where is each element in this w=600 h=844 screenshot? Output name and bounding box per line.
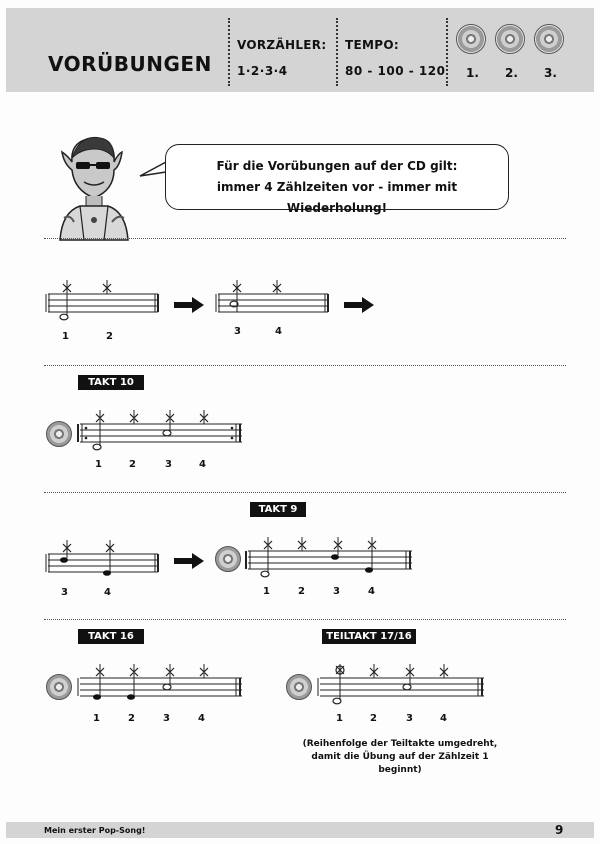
caption-line-1: (Reihenfolge der Teiltakte umgedreht, — [302, 739, 498, 749]
speech-bubble-tail — [138, 160, 168, 184]
cd-icon — [46, 674, 72, 700]
tempo-value: 80 - 100 - 120 — [345, 64, 446, 78]
staff-intro-b — [210, 270, 340, 320]
count-label: 3 — [61, 587, 68, 598]
takt-9-label: TAKT 9 — [250, 502, 306, 517]
cd-icon — [215, 546, 241, 572]
count-label: 3 — [163, 713, 170, 724]
count-label: 4 — [199, 459, 206, 470]
header-divider — [228, 18, 230, 86]
teiltakt-caption — [300, 738, 500, 777]
speech-bubble — [165, 144, 509, 215]
page-title: VORÜBUNGEN — [48, 52, 212, 76]
count-label: 1 — [93, 713, 100, 724]
count-label: 4 — [275, 326, 282, 337]
section-divider — [44, 238, 566, 239]
arrow-right-icon — [342, 295, 376, 315]
cd-icon — [286, 674, 312, 700]
count-label: 2 — [370, 713, 377, 724]
footer-book-title: Mein erster Pop-Song! — [44, 826, 146, 835]
staff-intro-a — [40, 270, 170, 320]
staff-takt-9-b — [240, 527, 420, 579]
cd-track-2: 2. — [505, 66, 518, 80]
count-label: 4 — [104, 587, 111, 598]
cd-track-1: 1. — [466, 66, 479, 80]
staff-takt-9-a — [40, 530, 170, 582]
count-label: 3 — [234, 326, 241, 337]
teiltakt-label: TEILTAKT 17/16 — [322, 629, 416, 644]
cd-icon — [456, 24, 486, 54]
takt-10-label: TAKT 10 — [78, 375, 144, 390]
arrow-right-icon — [172, 551, 206, 571]
vorzaehler-label: VORZÄHLER: — [237, 38, 327, 52]
speech-line-2: immer 4 Zählzeiten vor - immer mit Wiederholung! — [216, 180, 458, 215]
caption-line-2: damit die Übung auf der Zählzeit 1 beginnt) — [311, 752, 489, 775]
staff-takt-10 — [72, 400, 252, 452]
arrow-right-icon — [172, 295, 206, 315]
section-divider — [44, 619, 566, 620]
count-label: 4 — [198, 713, 205, 724]
section-divider — [44, 492, 566, 493]
count-label: 2 — [298, 586, 305, 597]
character-illustration — [50, 132, 136, 240]
header-divider — [336, 18, 338, 86]
vorzaehler-value: 1·2·3·4 — [237, 64, 288, 78]
count-label: 1 — [62, 331, 69, 342]
staff-teiltakt — [312, 654, 492, 706]
tempo-label: TEMPO: — [345, 38, 399, 52]
page-number: 9 — [555, 823, 564, 837]
count-label: 2 — [129, 459, 136, 470]
cd-icon — [534, 24, 564, 54]
cd-icon — [495, 24, 525, 54]
staff-takt-16 — [72, 654, 252, 706]
cd-icon — [46, 421, 72, 447]
count-label: 2 — [106, 331, 113, 342]
count-label: 1 — [336, 713, 343, 724]
count-label: 3 — [333, 586, 340, 597]
count-label: 1 — [263, 586, 270, 597]
header-divider — [446, 18, 448, 86]
count-label: 4 — [368, 586, 375, 597]
count-label: 2 — [128, 713, 135, 724]
count-label: 4 — [440, 713, 447, 724]
count-label: 3 — [165, 459, 172, 470]
cd-track-3: 3. — [544, 66, 557, 80]
takt-16-label: TAKT 16 — [78, 629, 144, 644]
section-divider — [44, 365, 566, 366]
count-label: 1 — [95, 459, 102, 470]
speech-line-1: Für die Vorübungen auf der CD gilt: — [216, 159, 458, 173]
count-label: 3 — [406, 713, 413, 724]
